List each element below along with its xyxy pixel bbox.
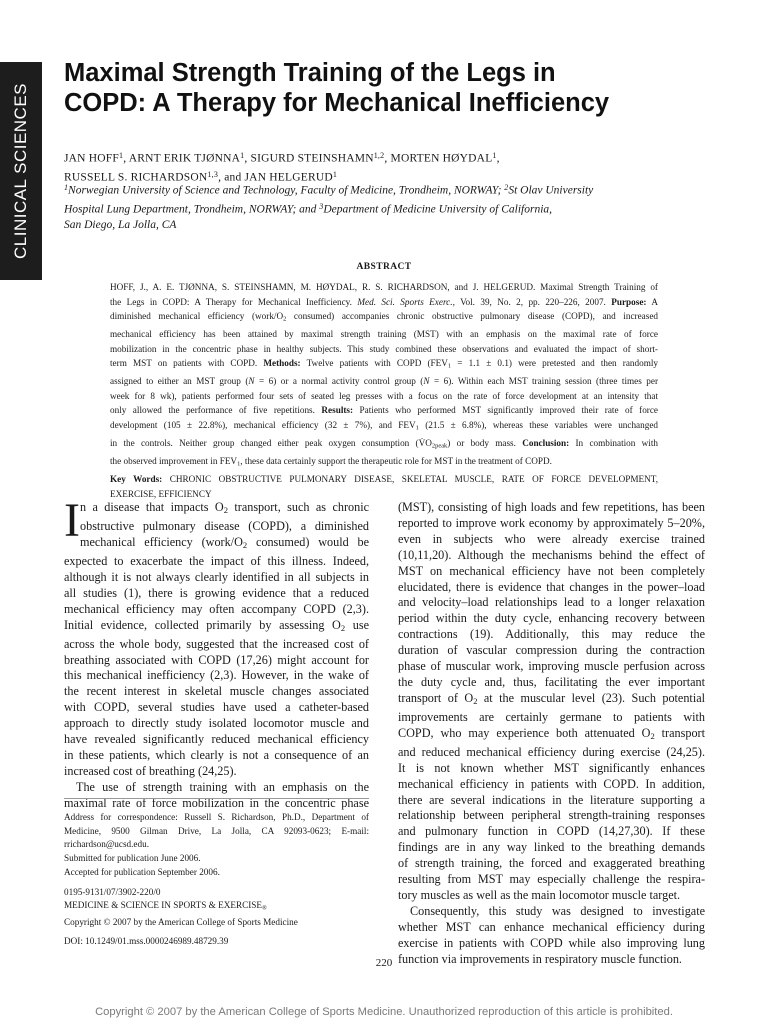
footnote-line: Copyright © 2007 by the American College of Sports Medicine: [64, 916, 298, 927]
footnote-line: Medicine, 9500 Gilman Drive, La Jolla, CA 92093-0623; E-mail:: [64, 825, 369, 836]
body-line: obstructive pulmonary disease (COPD), a diminished: [80, 519, 369, 534]
body-line: findings are in any way linked to the breathing demands: [398, 840, 705, 855]
section-side-tab: [0, 62, 42, 280]
author-line: RUSSELL S. RICHARDSON$^{1,3}$, and JAN HELGERUD$^1$: [64, 169, 338, 184]
body-line: It is not known whether MST significantly enhances: [398, 760, 705, 775]
body-line: COPD, who may experience both attenuated $O_2$ transport: [398, 725, 705, 741]
abstract-line: diminished mechanical efficiency ($work/O_2$ consumed) accompanies chronic obstructive pulmonary disease (COPD), and increased: [110, 311, 658, 323]
abstract-line: week for 8 wk), patients performed four sets of seated leg presses with a focus on the rate of force development at an intensity that: [110, 390, 658, 401]
footnote-line: 0195-9131/07/3902-220/0: [64, 886, 161, 897]
body-line: transport of $O_2$ at the muscular level (23). Such potential: [398, 690, 706, 706]
body-line: across the whole body, suggested that the increased cost of: [64, 636, 369, 651]
body-line: and velocity–load relationships lead to a longer relaxation: [398, 595, 705, 610]
footnote-line: Submitted for publication June 2006.: [64, 853, 201, 864]
article-title-line: COPD: A Therapy for Mechanical Inefficiency: [64, 89, 610, 117]
body-line: breathing associated with COPD (17,26) might account for: [64, 652, 369, 667]
abstract-keywords-line: Key Words: CHRONIC OBSTRUCTIVE PULMONARY DISEASE, SKELETAL MUSCLE, RATE OF FORCE DEVELOPMENT,: [110, 474, 658, 485]
body-line: and pulmonary function in COPD (14,27,30). If these: [398, 824, 705, 839]
abstract-body: [110, 280, 658, 501]
doi-line: DOI: 10.1249/01.mss.0000246989.48729.39: [64, 936, 229, 947]
body-line: this mechanical inefficiency (2,3). However, in the wake of: [64, 668, 369, 683]
body-line: mechanical efficiency may often accompany COPD (2,3).: [64, 601, 369, 616]
abstract-line: mechanical efficiency has been attained by maximal strength training (MST) with an emphasis on the maximal rate of force: [110, 329, 658, 340]
body-line: all studies (1), there is growing evidence that a reduced: [64, 585, 369, 600]
body-line: mechanical efficiency ($work/O_2$ consumed) would be: [80, 534, 369, 551]
body-line: tory muscles as well as the main locomotor muscle target.: [398, 888, 681, 902]
page-number: 220: [375, 957, 393, 969]
body-line: mechanical efficiency in patients with COPD. In addition,: [398, 776, 705, 791]
affiliation-line: Hospital Lung Department, Trondheim, NORWAY; and $^3$Department of Medicine University of California,: [64, 201, 553, 216]
footnotes: [64, 811, 369, 949]
body-line: exercise in patients with COPD while also improving lung: [398, 935, 705, 950]
abstract-line: the observed improvement in $FEV_1$, these data certainly support the therapeutic role for MST in the treatment of COPD.: [110, 455, 552, 468]
body-line: the recent interest in skeletal muscle changes associated: [64, 684, 369, 699]
body-line: there are several indications in the literature supporting a: [398, 792, 705, 807]
body-line: increased cost of breathing (24,25).: [64, 763, 237, 778]
section-side-tab-label: CLINICAL SCIENCES: [11, 82, 30, 260]
body-line: resulting from MST may especially challenge the respira-: [398, 872, 705, 887]
affiliation-line: $^1$Norwegian University of Science and Technology, Faculty of Medicine, Trondheim, NORWAY; $^2$St Olav University: [64, 183, 594, 197]
affiliation-line: San Diego, La Jolla, CA: [64, 219, 177, 232]
copyright-notice: Copyright © 2007 by the American College of Sports Medicine. Unauthorized reproduction of this article is prohibited.: [95, 1006, 673, 1018]
body-line: whether MST can enhance mechanical efficiency during: [398, 919, 705, 934]
abstract-keywords-line: EXERCISE, EFFICIENCY: [110, 488, 212, 499]
body-line: function via improvements in respiratory muscle function.: [398, 951, 682, 966]
body-line: expected to exacerbate the impact of this illness. Indeed,: [64, 553, 369, 568]
footnote-line: MEDICINE & SCIENCE IN SPORTS & $EXERCISE_®$: [64, 900, 267, 912]
body-line: reported to improve work economy by approximately 5–20%,: [398, 515, 705, 530]
footnote-line: Accepted for publication September 2006.: [64, 866, 220, 877]
body-line: elucidated, there is evidence that changes in the power–load: [398, 579, 705, 594]
abstract-line: in the controls. Neither group changed either peak oxygen consumption $(V̇O_{2peak})$ or body mass. Conclusion: In combination with: [110, 437, 658, 450]
body-line: phase of muscular work, improving muscle perfusion across: [398, 659, 705, 674]
abstract-line: the Legs in COPD: A Therapy for Mechanical Inefficiency. Med. Sci. Sports Exerc., Vol. 39, No. 2, pp. 220–226, 2007. Purpose: A: [110, 296, 658, 307]
body-line: duration of vascular compression during the contraction: [398, 643, 705, 658]
author-line: JAN HOFF$^1$, ARNT ERIK TJØNNA$^1$, SIGURD STEINSHAMN$^{1,2}$, MORTEN HØYDAL$^1$,: [64, 151, 500, 165]
drop-cap: I: [64, 494, 80, 547]
body-line: approach to directly study isolated locomotor muscle and: [64, 716, 369, 731]
abstract-line: assigned to either an MST group (N = 6) or a normal activity control group (N = 6). Within each MST training session (three times per: [110, 376, 659, 387]
intro-paragraph-start: [64, 494, 369, 554]
body-column-right: [398, 500, 705, 968]
abstract-line: development (105 ± 22.8%), mechanical efficiency (32 ± 7%), and $FEV_1$ (21.5 ± 6.8%), whereas these variables were unchanged: [110, 419, 658, 432]
body-line: although it is not always clearly identified in all subjects in: [64, 569, 369, 584]
body-line: the duty cycle and, thus, facilitating the ever important: [398, 674, 705, 689]
body-line: even in subjects who were already exercise trained: [398, 531, 705, 546]
abstract-line: mobilization in the concentric phase in healthy subjects. This study combined these observations and evaluated the impact of short-: [110, 343, 658, 354]
body-line: (MST), consisting of high loads and few repetitions, has been: [398, 500, 705, 514]
body-line: in these patients, which clearly is not a consequence of an: [64, 747, 369, 762]
body-line: have revealed significantly reduced mechanical efficiency: [64, 732, 369, 747]
body-line: n a disease that impacts $O_2$ transport, such as chronic: [80, 500, 369, 516]
body-line: Initial evidence, collected primarily by assessing $O_2$ use: [64, 617, 369, 633]
body-column-left: [64, 494, 369, 812]
affiliations: [64, 180, 724, 233]
abstract-heading: ABSTRACT: [356, 262, 412, 272]
abstract-line: only allowed the performance of five repetitions. Results: Patients who performed MST significantly improved their rate of force: [110, 405, 659, 416]
body-line: with COPD, several studies have used a catheter-based: [64, 700, 369, 715]
body-line: of strength training, the forced and exaggerated breathing: [398, 856, 705, 871]
body-line: Consequently, this study was designed to investigate: [410, 903, 705, 918]
footnote-line: rrichardson@ucsd.edu.: [64, 839, 149, 850]
body-line: MST on mechanical efficiency have not been completely: [398, 563, 705, 578]
body-line: period within the duty cycle, enhancing recovery between: [398, 611, 705, 626]
body-line: maximal rate of force mobilization in the concentric phase: [64, 795, 369, 810]
body-line: relationship between peripheral strength-training responses: [398, 808, 705, 823]
abstract-line: term MST on patients with COPD. Methods: Twelve patients with COPD $(FEV_1 = 1.1 \pm 0.1)$ were pretested and then randomly: [110, 358, 659, 370]
body-line: The use of strength training with an emphasis on the: [76, 779, 369, 794]
body-line: (10,11,20). Although the mechanisms behind the effect of: [398, 547, 705, 562]
article-title-line: Maximal Strength Training of the Legs in: [64, 59, 556, 87]
body-line: contractions (19). Additionally, this may reduce the: [398, 627, 705, 642]
body-line: improvements are certainly germane to patients with: [398, 709, 705, 724]
body-line: and reduced mechanical efficiency during exercise (24,25).: [398, 744, 705, 759]
abstract-line: HOFF, J., A. E. TJØNNA, S. STEINSHAMN, M. HØYDAL, R. S. RICHARDSON, and J. HELGERUD. Maximal Strength Training of: [110, 282, 658, 292]
footnote-line: Address for correspondence: Russell S. Richardson, Ph.D., Department of: [64, 812, 369, 822]
footnote-divider: [64, 798, 369, 799]
article-title: [64, 58, 744, 118]
